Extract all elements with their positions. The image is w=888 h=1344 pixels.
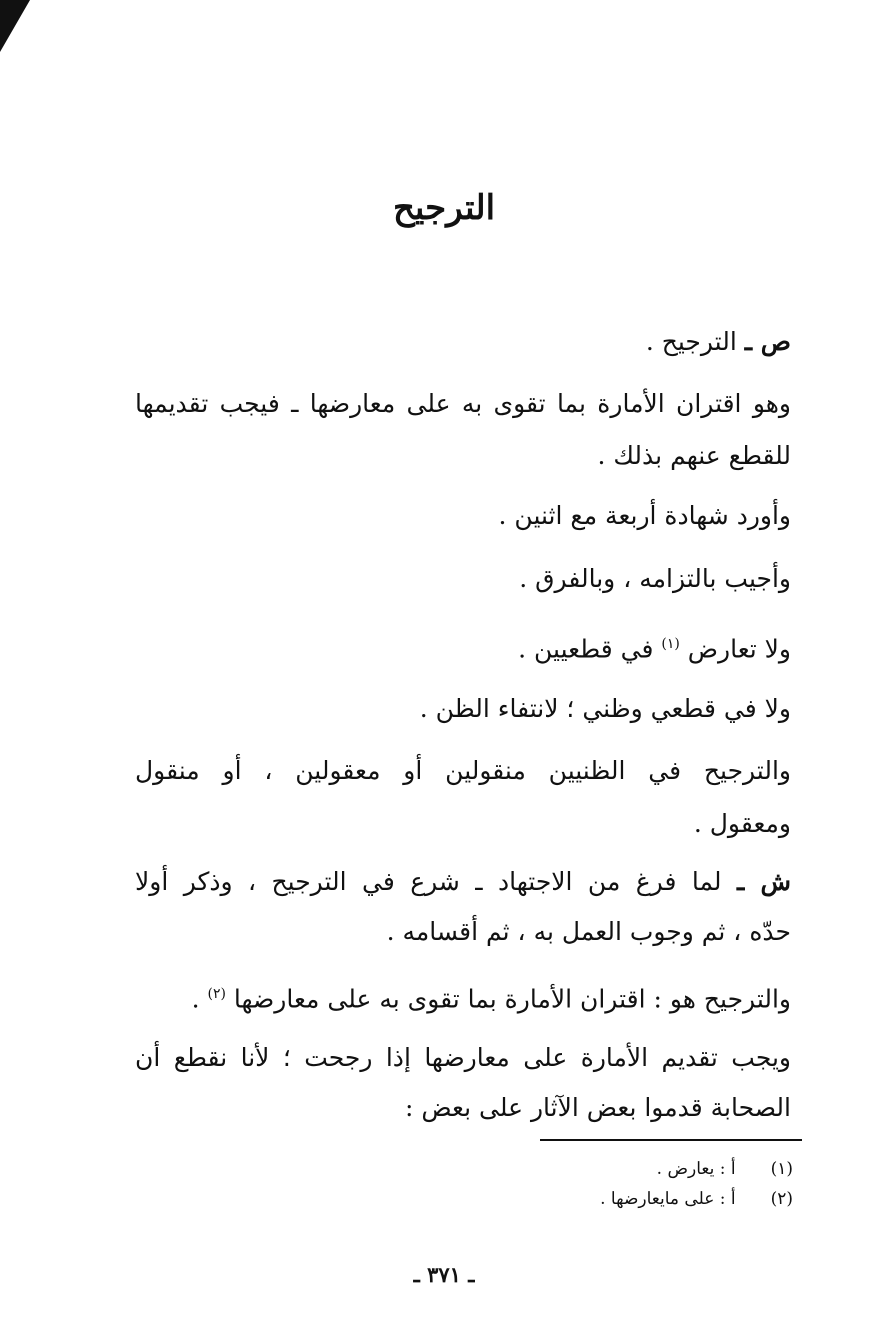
text-line — [192, 974, 791, 1019]
paragraph-text: الترجيح . — [645, 327, 737, 356]
footnote-separator — [540, 1139, 802, 1141]
text-line — [646, 322, 791, 362]
footnote-ref: (١) — [661, 636, 680, 652]
page-number: ـ ٣٧١ ـ — [413, 1262, 475, 1287]
paragraph-text: والترجيح هو : اقتران الأمارة بما تقوى به على معارضها — [233, 984, 791, 1014]
text-line: ومعقول . — [693, 809, 791, 838]
footnote-text: أ : يعارض . — [656, 1159, 736, 1179]
text-line: ولا في قطعي وظني ؛ لانتفاء الظن . — [419, 694, 791, 723]
footnote — [600, 1186, 793, 1212]
paragraph-text: ولا تعارض — [687, 634, 791, 664]
paragraph-text: في قطعيين . — [518, 634, 654, 664]
text-line: وأورد شهادة أربعة مع اثنين . — [498, 501, 791, 530]
text-line: وهو اقتران الأمارة بما تقوى به على معارضها ـ فيجب تقديمها — [135, 389, 791, 418]
text-line: حدّه ، ثم وجوب العمل به ، ثم أقسامه . — [386, 917, 791, 946]
footnote-number: (٢) — [770, 1189, 793, 1209]
text-line: والترجيح في الظنيين منقولين أو معقولين ، أو منقول — [135, 756, 791, 785]
page-title: الترجيح — [392, 188, 496, 228]
text-line — [135, 862, 791, 902]
paragraph-text: لما فرغ من الاجتهاد ـ شرع في الترجيح ، وذكر أولا — [135, 867, 722, 896]
text-line: للقطع عنهم بذلك . — [597, 441, 791, 470]
footnote — [657, 1156, 793, 1182]
paragraph-marker: ص ـ — [744, 327, 791, 356]
footnote-text: أ : على مايعارضها . — [600, 1189, 736, 1209]
page-corner-mark — [0, 0, 30, 52]
paragraph-marker: ش ـ — [736, 867, 792, 896]
text-line — [518, 624, 791, 669]
paragraph-text: . — [191, 984, 200, 1014]
footnote-number: (١) — [770, 1159, 793, 1179]
text-line: ويجب تقديم الأمارة على معارضها إذا رجحت ؛ لأنا نقطع أن — [135, 1043, 791, 1072]
text-line: وأجيب بالتزامه ، وبالفرق . — [519, 564, 791, 593]
text-line: الصحابة قدموا بعض الآثار على بعض : — [405, 1093, 791, 1122]
footnote-ref: (٢) — [207, 986, 226, 1002]
